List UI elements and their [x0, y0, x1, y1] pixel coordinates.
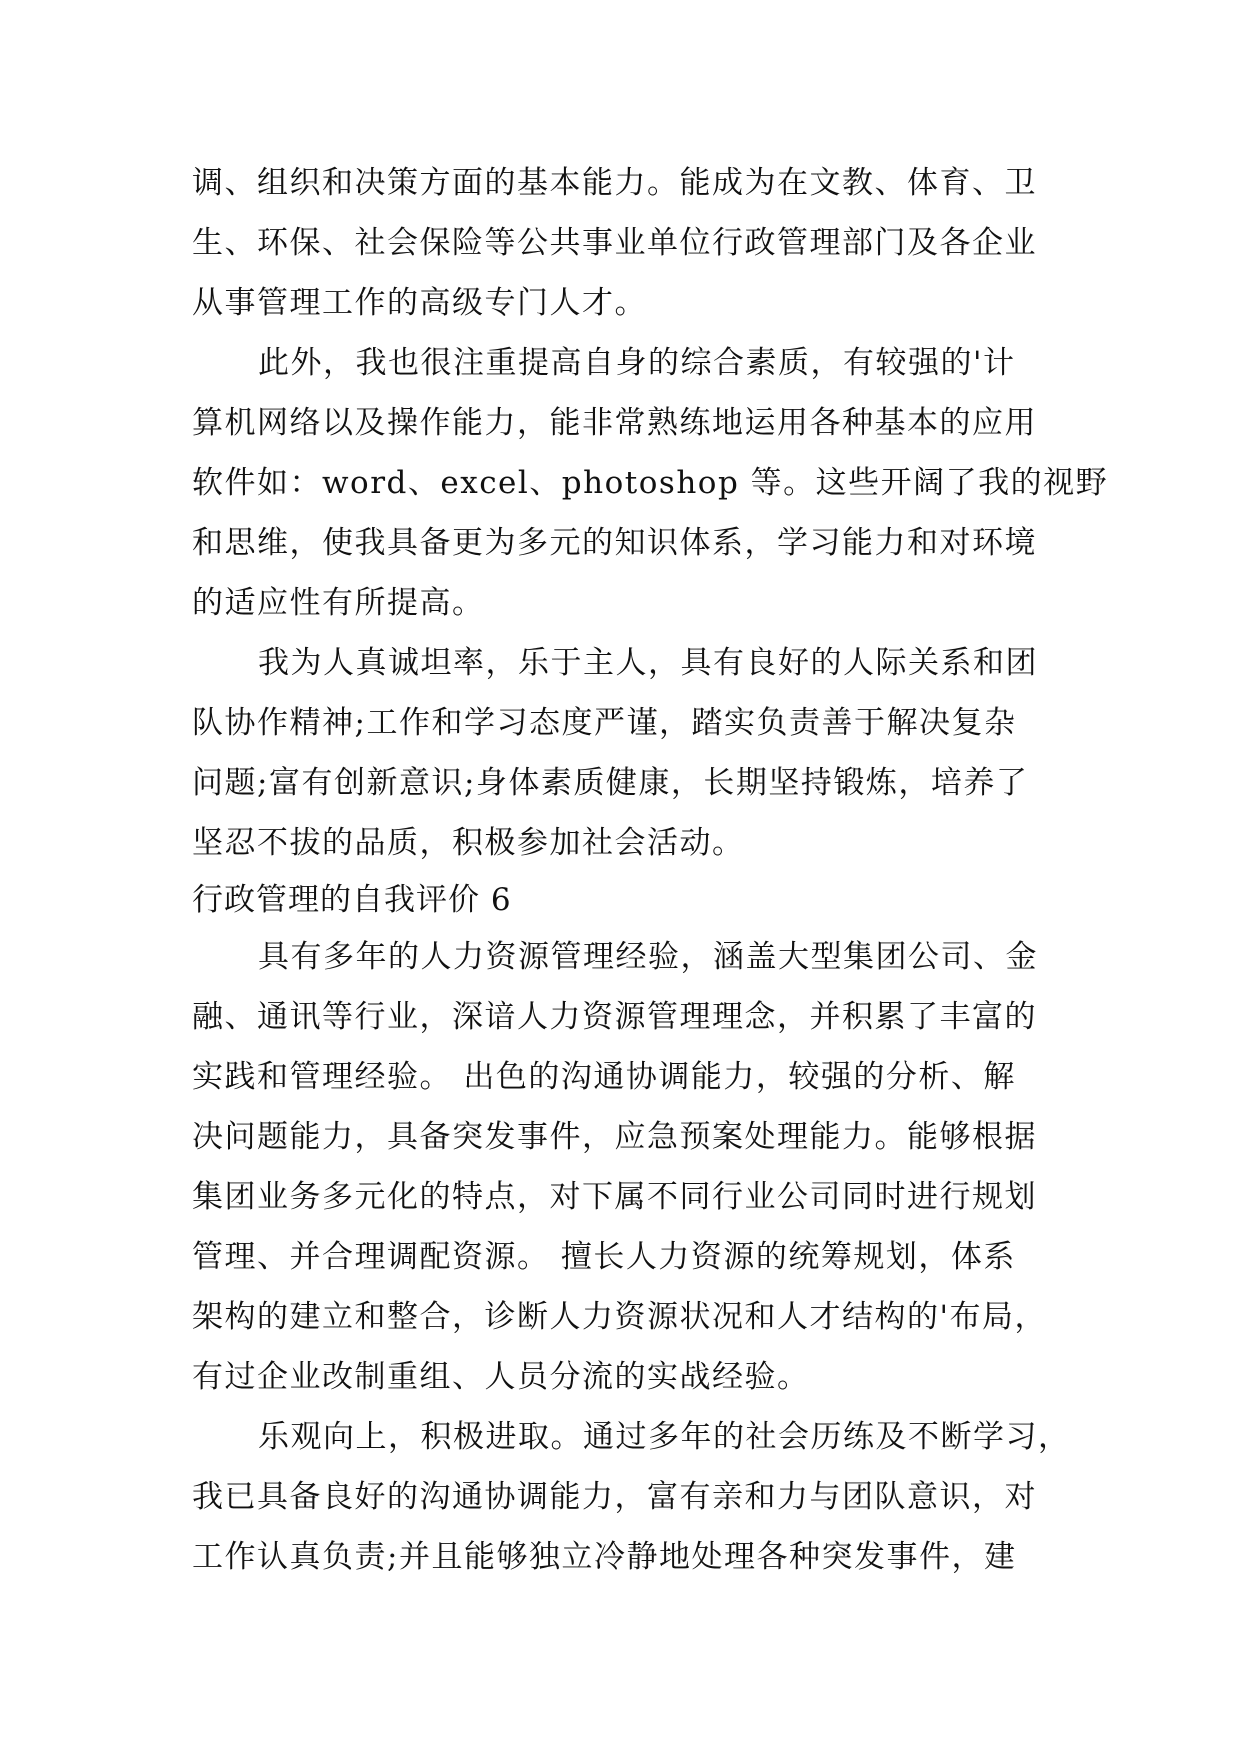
text-line: 生、环保、社会保险等公共事业单位行政管理部门及各企业	[192, 225, 1037, 261]
text-line: 工作认真负责;并且能够独立冷静地处理各种突发事件，建	[192, 1539, 1017, 1575]
text-line: 和思维，使我具备更为多元的知识体系，学习能力和对环境	[192, 525, 1037, 561]
text-line: 调、组织和决策方面的基本能力。能成为在文教、体育、卫	[192, 165, 1037, 201]
text-line: 从事管理工作的高级专门人才。	[192, 285, 647, 321]
text-line: 实践和管理经验。 出色的沟通协调能力，较强的分析、解	[192, 1059, 1016, 1095]
text-line: 具有多年的人力资源管理经验，涵盖大型集团公司、金	[258, 939, 1038, 975]
paragraph-3	[192, 633, 1052, 873]
text-line: 架构的建立和整合，诊断人力资源状况和人才结构的'布局，	[192, 1299, 1048, 1335]
text-line: 我为人真诚坦率，乐于主人，具有良好的人际关系和团	[258, 645, 1038, 681]
text-line: 融、通讯等行业，深谙人力资源管理理念，并积累了丰富的	[192, 999, 1037, 1035]
paragraph-2	[192, 333, 1109, 633]
paragraph-1	[192, 153, 1052, 333]
section-paragraph-1	[192, 927, 1052, 1407]
text-line: 问题;富有创新意识;身体素质健康，长期坚持锻炼，培养了	[192, 765, 1029, 801]
text-line: 决问题能力，具备突发事件，应急预案处理能力。能够根据	[192, 1119, 1037, 1155]
text-line: 集团业务多元化的特点，对下属不同行业公司同时进行规划	[192, 1179, 1037, 1215]
text-line: 软件如：word、excel、photoshop 等。这些开阔了我的视野	[192, 465, 1109, 501]
text-line: 管理、并合理调配资源。 擅长人力资源的统筹规划，体系	[192, 1239, 1016, 1275]
text-line: 乐观向上，积极进取。通过多年的社会历练及不断学习，	[258, 1419, 1071, 1455]
text-line: 我已具备良好的沟通协调能力，富有亲和力与团队意识，对	[192, 1479, 1037, 1515]
section-paragraph-2	[192, 1407, 1071, 1587]
section-heading: 行政管理的自我评价 6	[192, 882, 512, 918]
text-line: 的适应性有所提高。	[192, 585, 485, 621]
text-line: 算机网络以及操作能力，能非常熟练地运用各种基本的应用	[192, 405, 1037, 441]
document-page	[192, 153, 1109, 1587]
text-line: 队协作精神;工作和学习态度严谨，踏实负责善于解决复杂	[192, 705, 1017, 741]
text-line: 此外，我也很注重提高自身的综合素质，有较强的'计	[258, 345, 1016, 381]
text-line: 有过企业改制重组、人员分流的实战经验。	[192, 1359, 810, 1395]
text-line: 坚忍不拔的品质，积极参加社会活动。	[192, 825, 745, 861]
